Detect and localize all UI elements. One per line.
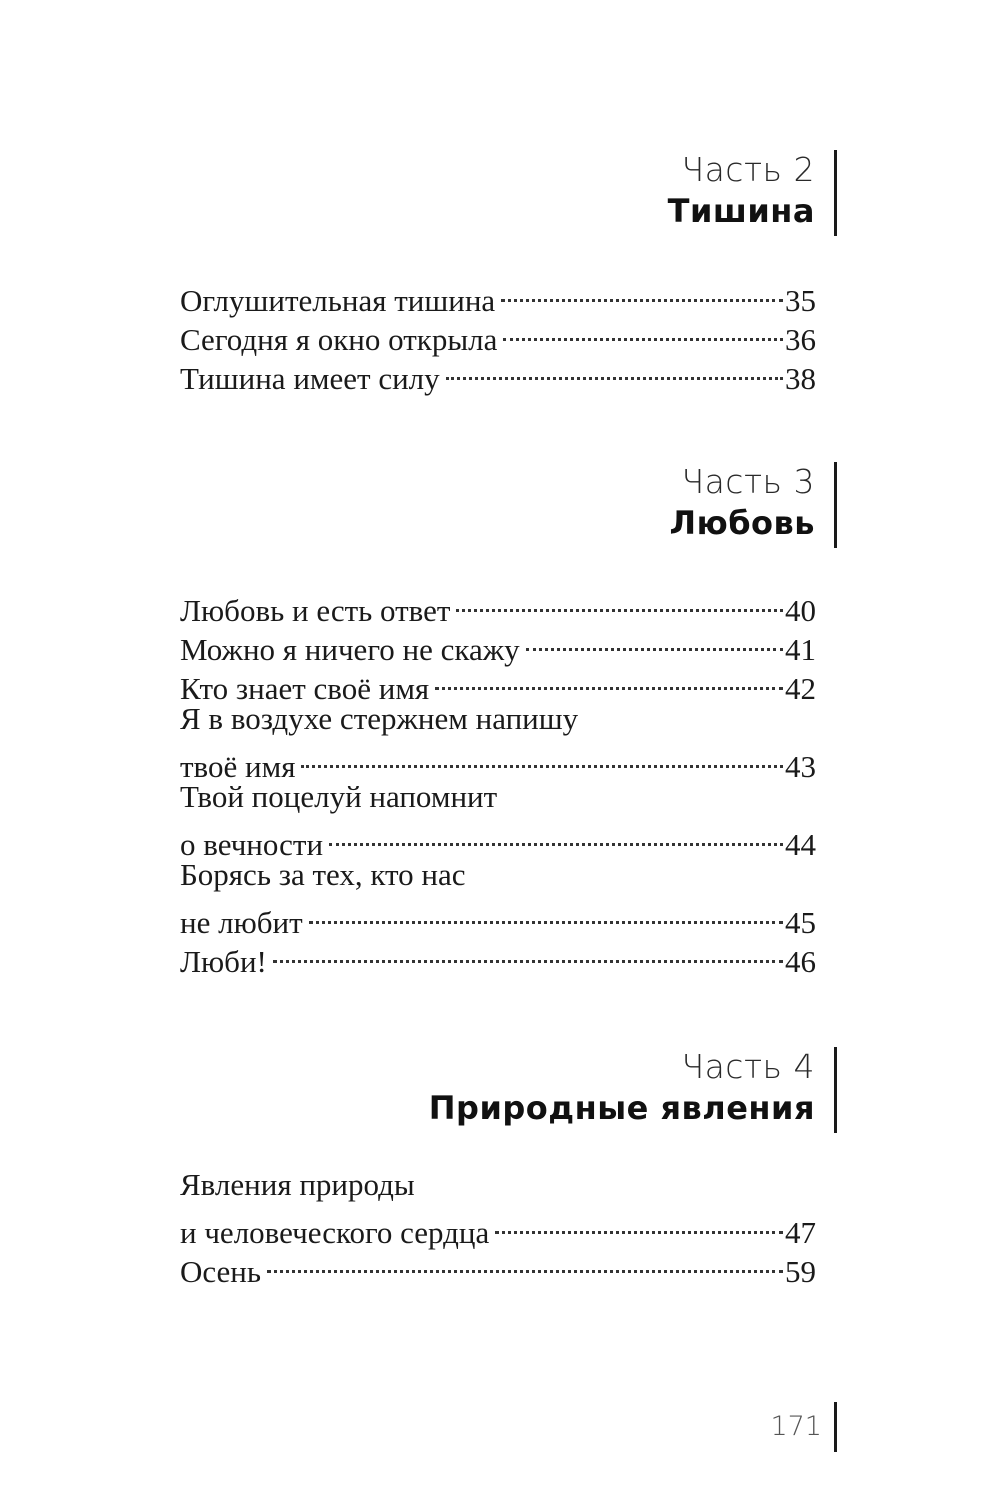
toc-entry-title: Можно я ничего не скажу [180, 632, 520, 667]
part-title: Любовь [669, 504, 815, 542]
dot-leader [329, 816, 783, 855]
part-heading [429, 1047, 815, 1129]
toc-entry-title-line1: Я в воздухе стержнем напишу [180, 701, 579, 736]
toc-entry-title-line1: Твой поцелуй напомнит [180, 779, 498, 814]
part-title: Тишина [667, 192, 815, 230]
toc-entry [180, 1204, 816, 1250]
toc-entry-page: 59 [785, 1254, 816, 1289]
part-divider-bar [834, 150, 837, 236]
toc-entry-title-line1: Борясь за тех, кто нас [180, 857, 466, 892]
part-label: Часть 2 [681, 150, 815, 189]
toc-entry-page: 43 [785, 749, 816, 784]
page-number: 171 [770, 1411, 822, 1442]
part-divider-bar [834, 462, 837, 548]
toc-entry-title: Тишина имеет силу [180, 361, 440, 396]
dot-leader [456, 582, 783, 621]
dot-leader [495, 1204, 783, 1243]
toc-entry-page: 42 [785, 671, 816, 706]
dot-leader [526, 621, 783, 660]
toc-entry-title: не любит [180, 905, 303, 940]
toc-entry-page: 36 [785, 322, 816, 357]
toc-entry-title: Оглушительная тишина [180, 283, 496, 318]
toc-entry-first-line [180, 1165, 816, 1204]
toc-entry-title: Любовь и есть ответ [180, 593, 451, 628]
part-divider-bar [834, 1047, 837, 1133]
dot-leader [273, 933, 783, 972]
toc-entry-title: Сегодня я окно открыла [180, 322, 498, 357]
toc-entry-page: 38 [785, 361, 816, 396]
toc-entry-title: Осень [180, 1254, 262, 1289]
dot-leader [267, 1243, 783, 1282]
dot-leader [446, 350, 783, 389]
toc-entry-title: Кто знает своё имя [180, 671, 430, 706]
part-heading [670, 462, 816, 544]
page-number-divider-bar [834, 1402, 837, 1452]
dot-leader [503, 311, 783, 350]
dot-leader [435, 660, 783, 699]
toc-entry [180, 738, 816, 784]
toc-entry [180, 816, 816, 862]
toc-entry-page: 47 [785, 1215, 816, 1250]
toc-entry-page: 40 [785, 593, 816, 628]
toc-entry [180, 894, 816, 940]
toc-entry [180, 272, 816, 318]
toc-entry-title: о вечности [180, 827, 324, 862]
part-heading [668, 150, 815, 232]
part-title: Природные явления [428, 1089, 815, 1127]
toc-entry-page: 35 [785, 283, 816, 318]
toc-entry-page: 46 [785, 944, 816, 979]
toc-list [180, 582, 816, 979]
toc-entry-title: и человеческого сердца [180, 1215, 490, 1250]
toc-entry-title: Люби! [180, 944, 267, 979]
toc-entry-page: 44 [785, 827, 816, 862]
dot-leader [309, 894, 783, 933]
dot-leader [501, 272, 783, 311]
part-label: Часть 4 [681, 1047, 815, 1086]
toc-entry-first-line [180, 699, 816, 738]
dot-leader [301, 738, 783, 777]
part-label: Часть 3 [681, 462, 815, 501]
toc-entry-page: 41 [785, 632, 816, 667]
toc-entry [180, 933, 816, 979]
toc-entry-first-line [180, 855, 816, 894]
toc-list [180, 1165, 816, 1289]
toc-entry-first-line [180, 777, 816, 816]
toc-entry [180, 582, 816, 628]
toc-entry [180, 1243, 816, 1289]
toc-entry-title: твоё имя [180, 749, 296, 784]
toc-entry-page: 45 [785, 905, 816, 940]
toc-entry-title-line1: Явления природы [180, 1167, 415, 1202]
toc-list [180, 272, 816, 396]
